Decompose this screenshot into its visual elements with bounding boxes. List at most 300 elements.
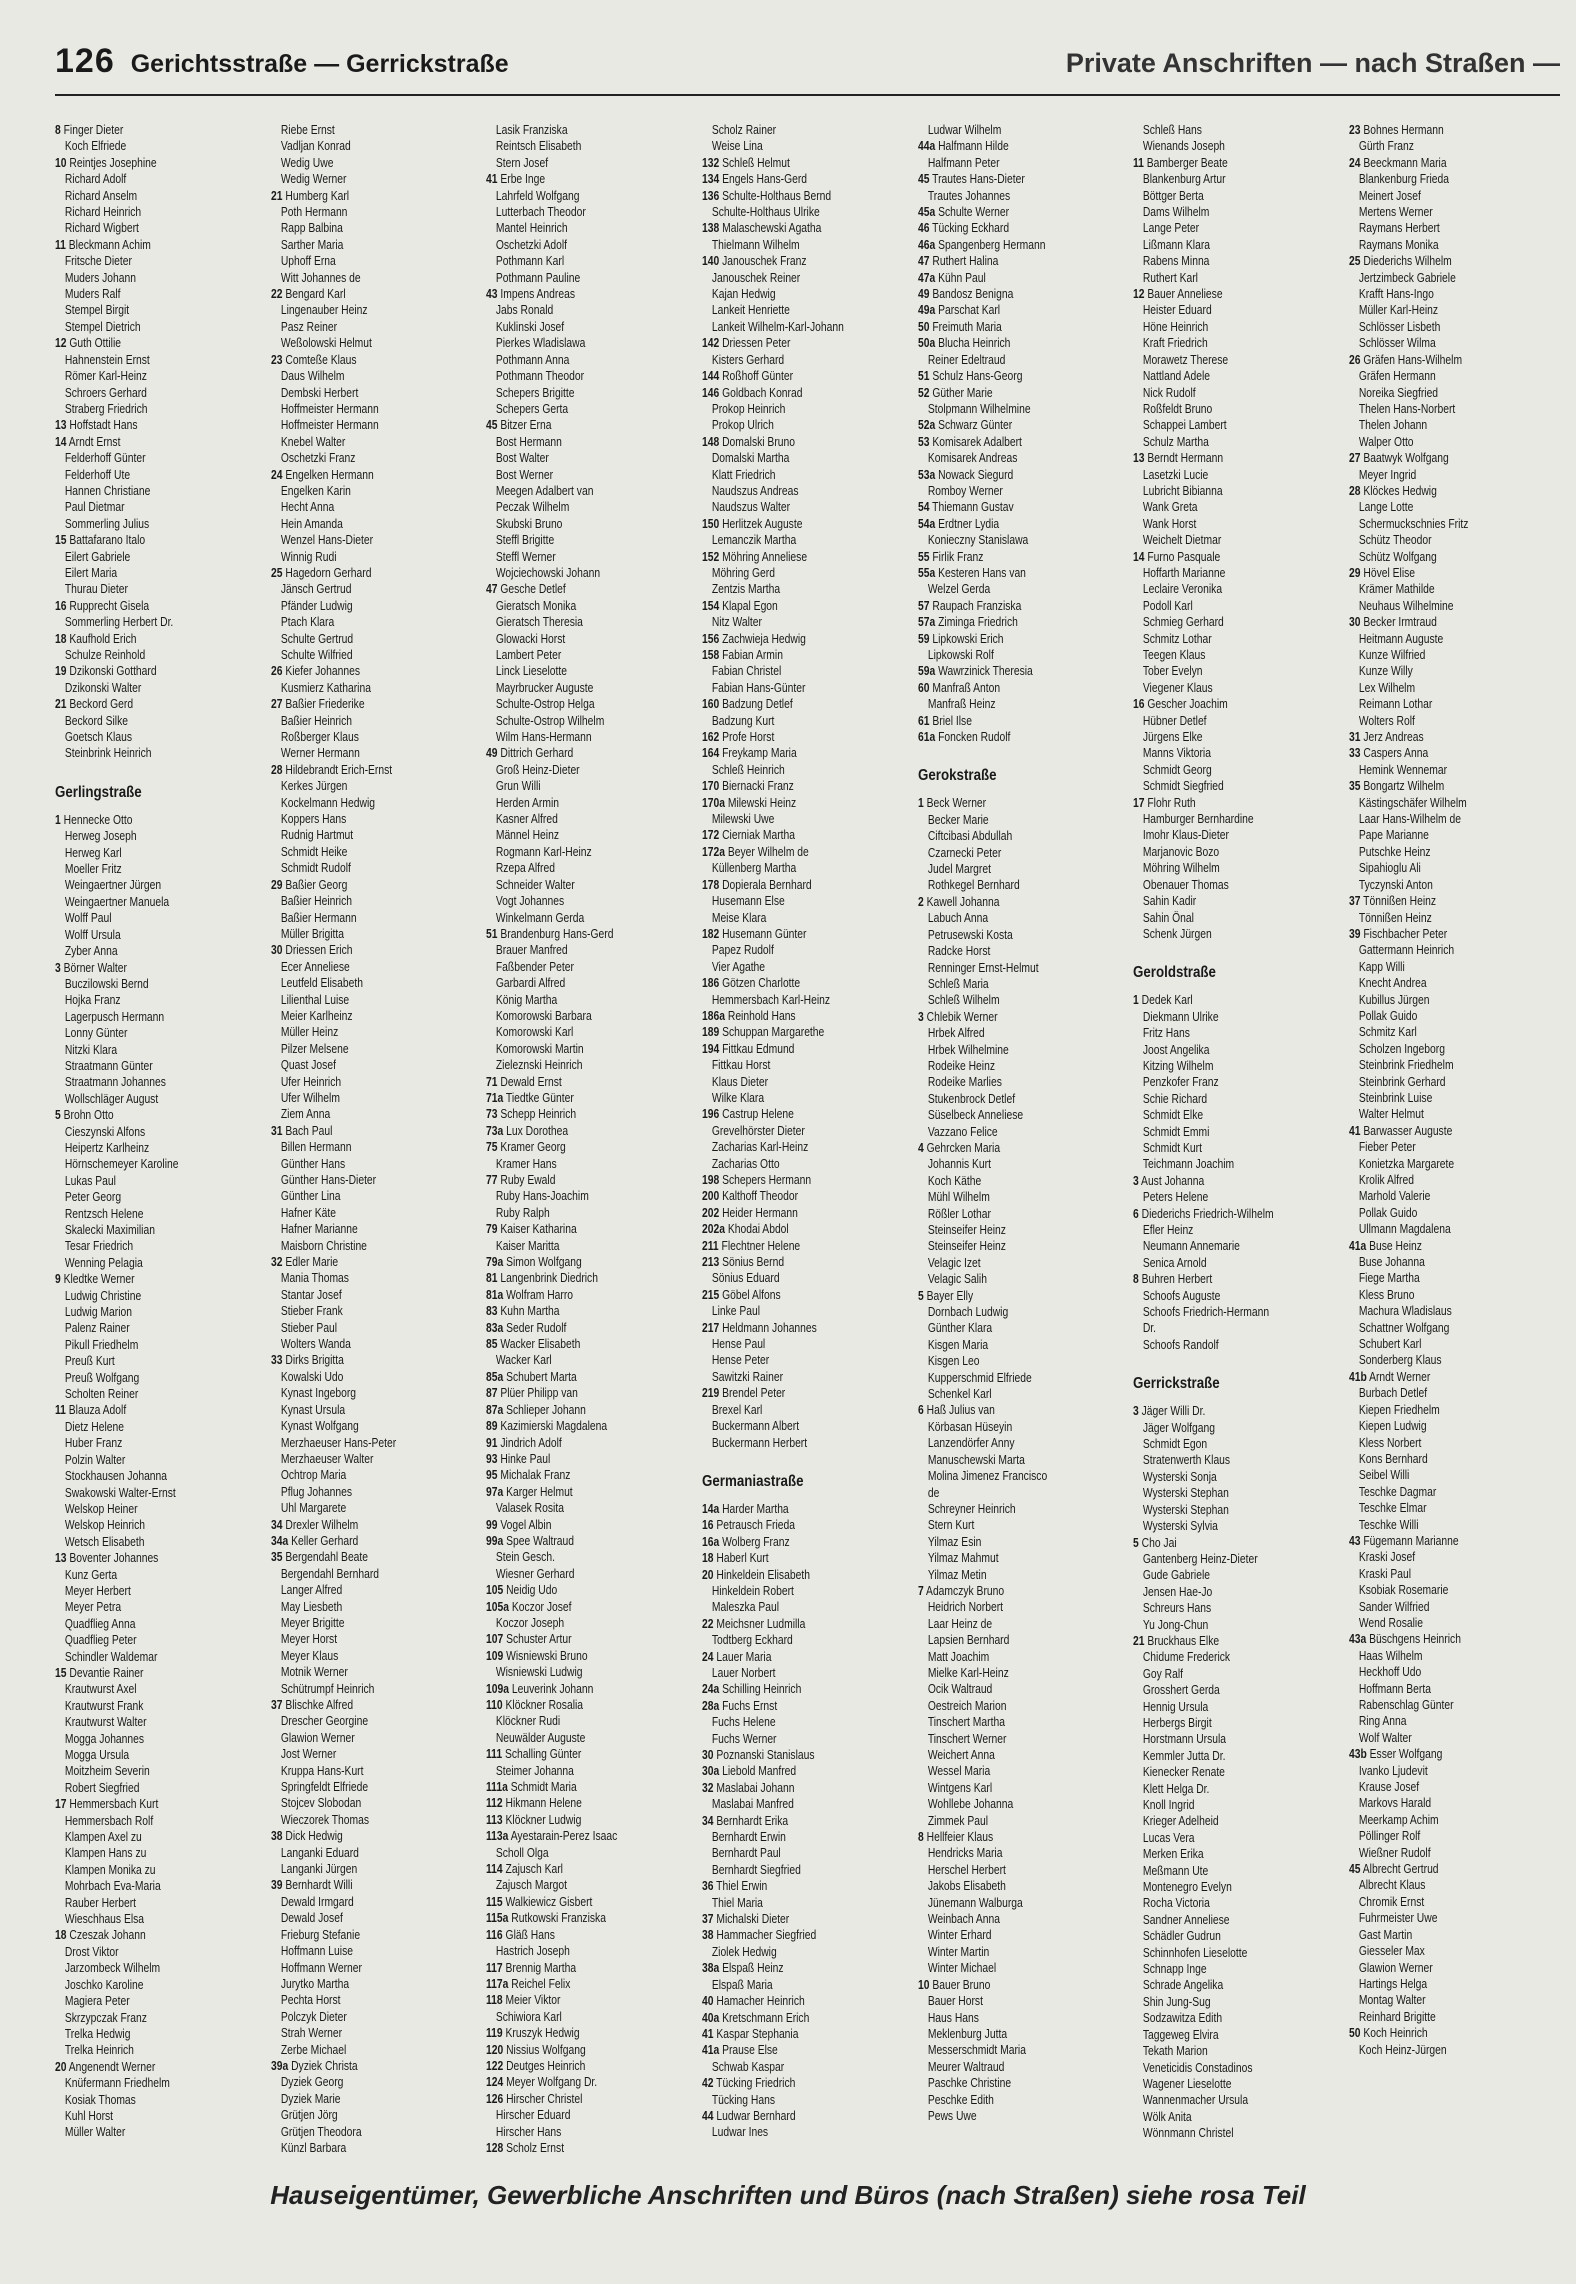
resident-entry: 21 Beckord Gerd	[55, 697, 134, 712]
house-number: 97a	[486, 1484, 504, 1499]
resident-entry: 51 Schulz Hans-Georg	[917, 369, 1023, 384]
resident-entry: Nitz Walter	[711, 615, 763, 630]
resident-entry: Herweg Karl	[64, 845, 122, 860]
resident-entry: Winter Erhard	[927, 1928, 992, 1943]
house-number: 170a	[702, 795, 726, 810]
resident-entry: Steinseifer Heinz	[927, 1223, 1006, 1237]
resident-entry: 59a Wawrzinick Theresia	[917, 664, 1033, 679]
resident-entry: Hübner Detlef	[1143, 713, 1207, 728]
resident-entry: Baßier Heinrich	[280, 713, 352, 728]
resident-entry: Schlösser Wilma	[1358, 336, 1436, 351]
house-number: 47	[917, 254, 930, 269]
house-number: 47	[486, 582, 498, 597]
resident-entry: Küllenberg Martha	[711, 861, 797, 876]
resident-entry: Lubricht Bibianna	[1143, 483, 1224, 498]
house-number: 46a	[917, 237, 935, 252]
resident-entry: Yilmaz Mahmut	[927, 1551, 999, 1566]
house-number: 172a	[702, 844, 726, 859]
resident-entry: Thelen Johann	[1358, 418, 1428, 433]
column-4	[702, 122, 918, 2162]
house-number: 7	[917, 1583, 924, 1598]
resident-entry: 7 Adamczyk Bruno	[917, 1583, 1004, 1598]
resident-entry: Neumann Annemarie	[1143, 1239, 1241, 1254]
resident-entry: Kynast Ursula	[280, 1402, 345, 1417]
resident-entry: Schleß Maria	[927, 976, 989, 991]
resident-entry: 53 Komisarek Adalbert	[917, 434, 1022, 449]
resident-entry: Müller Walter	[64, 2125, 126, 2140]
resident-entry: Schie Richard	[1143, 1091, 1208, 1106]
resident-entry: Schleß Wilhelm	[927, 993, 1000, 1008]
resident-entry: Teschke Willi	[1358, 1517, 1419, 1532]
resident-entry: Kiepen Ludwig	[1358, 1419, 1427, 1434]
resident-entry: Sarther Maria	[280, 237, 344, 252]
house-number: 12	[1133, 287, 1145, 302]
resident-entry: Schmidt Heike	[280, 844, 348, 859]
resident-entry: 12 Bauer Anneliese	[1133, 287, 1224, 302]
resident-entry: 160 Badzung Detlef	[702, 697, 793, 712]
resident-entry: Schepers Gerta	[496, 401, 569, 416]
resident-entry: Rößler Lothar	[927, 1206, 991, 1221]
resident-entry: Wölk Anita	[1143, 2109, 1193, 2124]
resident-entry: Hoffmeister Hermann	[280, 418, 379, 433]
resident-entry: Steffl Werner	[496, 549, 557, 564]
house-number: 40a	[702, 2010, 720, 2025]
resident-entry: 182 Husemann Günter	[702, 926, 807, 941]
resident-entry: Engelken Karin	[280, 483, 351, 498]
resident-entry: Peters Helene	[1143, 1190, 1209, 1205]
resident-entry: Koch Heinz-Jürgen	[1358, 2042, 1447, 2057]
resident-entry: Hemmersbach Karl-Heinz	[711, 992, 831, 1007]
resident-entry: Elspaß Maria	[711, 1977, 773, 1992]
resident-entry: 118 Meier Viktor	[486, 1993, 561, 2008]
resident-entry: Hrbek Wilhelmine	[927, 1042, 1009, 1057]
resident-entry: Kitzing Wilhelm	[1143, 1058, 1214, 1073]
resident-entry: Billen Hermann	[280, 1140, 352, 1155]
resident-entry: Weßolowski Helmut	[280, 336, 372, 351]
resident-entry: Körbasan Hüseyin	[927, 1419, 1012, 1434]
resident-entry: Heitmann Auguste	[1358, 631, 1444, 646]
resident-entry: Wolters Rolf	[1358, 713, 1416, 728]
resident-entry: Jurytko Martha	[280, 1976, 349, 1991]
resident-entry: Stolpmann Wilhelmine	[927, 401, 1031, 416]
resident-entry: Badzung Kurt	[711, 713, 775, 728]
resident-entry: 54a Erdtner Lydia	[917, 516, 999, 531]
resident-entry: Ufer Heinrich	[280, 1074, 341, 1089]
resident-entry: 51 Brandenburg Hans-Gerd	[486, 926, 614, 941]
resident-entry: Schwab Kaspar	[711, 2059, 785, 2074]
resident-entry: Schädler Gudrun	[1143, 1929, 1222, 1944]
resident-entry: Scholl Olga	[496, 1845, 550, 1860]
resident-entry: Huber Franz	[64, 1436, 123, 1451]
resident-entry: Kramer Hans	[496, 1156, 558, 1171]
street-heading: Germaniastraße	[702, 1472, 804, 1490]
resident-entry: Mertens Werner	[1358, 205, 1433, 220]
resident-entry: Stantar Josef	[280, 1287, 342, 1302]
resident-entry: 107 Schuster Artur	[486, 1632, 572, 1647]
resident-entry: Pothmann Karl	[496, 254, 565, 269]
resident-entry: Weichert Anna	[927, 1748, 995, 1762]
resident-entry: Peczak Wilhelm	[496, 500, 570, 515]
resident-entry: 5 Bayer Elly	[917, 1288, 973, 1303]
resident-entry: 2 Kawell Johanna	[917, 894, 1000, 909]
resident-entry: Pflug Johannes	[280, 1484, 352, 1499]
resident-entry: Ocik Waltraud	[927, 1682, 993, 1697]
resident-entry: Böttger Berta	[1143, 188, 1205, 203]
house-number: 146	[702, 385, 720, 400]
header-rule	[55, 94, 1560, 96]
resident-entry: 71 Dewald Ernst	[486, 1074, 563, 1089]
resident-entry: Wenning Pelagia	[64, 1255, 143, 1270]
resident-entry: 33 Caspers Anna	[1349, 746, 1429, 761]
resident-entry: 95 Michalak Franz	[486, 1468, 571, 1483]
resident-entry: 54 Thiemann Gustav	[917, 500, 1014, 515]
house-number: 14a	[702, 1501, 720, 1516]
house-number: 156	[702, 631, 720, 646]
resident-entry: Ciftcibasi Abdullah	[927, 829, 1012, 844]
resident-entry: Kruppa Hans-Kurt	[280, 1763, 364, 1778]
resident-entry: Paul Dietmar	[64, 500, 125, 515]
resident-entry: 30 Driessen Erich	[270, 943, 353, 958]
resident-entry: 32 Edler Marie	[270, 1255, 338, 1270]
house-number: 148	[702, 434, 720, 449]
resident-entry: Ecer Anneliese	[280, 959, 350, 974]
resident-entry: Schenk Jürgen	[1143, 926, 1213, 941]
resident-entry: Kowalski Udo	[280, 1369, 344, 1384]
house-number: 45a	[917, 205, 935, 220]
resident-entry: Wannenmacher Ursula	[1143, 2093, 1249, 2108]
resident-entry: Fuhrmeister Uwe	[1358, 1911, 1438, 1926]
resident-entry: 105a Koczor Josef	[486, 1599, 572, 1614]
house-number: 152	[702, 549, 720, 564]
resident-entry: Bernhardt Paul	[711, 1846, 781, 1861]
resident-entry: Langer Alfred	[280, 1583, 342, 1598]
resident-entry: Schoofs Auguste	[1143, 1288, 1221, 1303]
resident-entry: Lambert Peter	[496, 648, 562, 662]
house-number: 211	[702, 1238, 719, 1253]
house-number: 17	[1133, 795, 1145, 810]
house-number: 186a	[702, 1008, 726, 1023]
resident-entry: Lukas Paul	[64, 1173, 116, 1188]
resident-entry: Rodeike Heinz	[927, 1058, 995, 1073]
resident-entry: Schappei Lambert	[1143, 418, 1228, 433]
resident-entry: Schulte Gertrud	[280, 631, 353, 646]
resident-entry: 138 Malaschewski Agatha	[702, 221, 822, 236]
resident-entry: 33 Dirks Brigitta	[270, 1353, 344, 1368]
house-number: 29	[270, 877, 283, 892]
house-number: 32	[270, 1255, 283, 1270]
resident-entry: Kisters Gerhard	[711, 352, 785, 367]
resident-entry: Jarzombeck Wilhelm	[64, 1961, 161, 1976]
resident-entry: Hemmersbach Rolf	[64, 1813, 154, 1828]
resident-entry: Preuß Kurt	[64, 1354, 115, 1369]
resident-entry: 21 Bruckhaus Elke	[1133, 1633, 1220, 1648]
resident-entry: Knoll Ingrid	[1143, 1798, 1195, 1812]
resident-entry: Faßbender Peter	[496, 959, 575, 974]
house-number: 112	[486, 1796, 504, 1811]
resident-entry: Konietzka Margarete	[1358, 1156, 1455, 1171]
resident-entry: 111 Schalling Günter	[486, 1747, 582, 1762]
resident-entry: Komisarek Andreas	[927, 451, 1018, 466]
resident-entry: Steinbrink Luise	[1358, 1090, 1433, 1105]
resident-entry: Kuklinski Josef	[496, 319, 565, 334]
resident-entry: Kisgen Maria	[927, 1337, 988, 1352]
resident-entry: 13 Berndt Hermann	[1133, 451, 1224, 466]
house-number: 20	[55, 2059, 67, 2074]
resident-entry: 16 Gescher Joachim	[1133, 697, 1229, 712]
resident-entry: Lange Peter	[1143, 221, 1200, 236]
resident-entry: Richard Wigbert	[64, 221, 139, 236]
house-number: 126	[486, 2091, 504, 2106]
resident-entry: Welzel Gerda	[927, 582, 990, 597]
resident-entry: 29 Hövel Elise	[1349, 565, 1416, 580]
house-number: 110	[486, 1698, 504, 1712]
house-number: 52a	[917, 418, 935, 433]
resident-entry: Werner Hermann	[280, 746, 360, 761]
resident-entry: Hoffmann Werner	[280, 1960, 362, 1975]
resident-entry: Kerkes Jürgen	[280, 779, 348, 794]
resident-entry: Winnig Rudi	[280, 549, 337, 564]
house-number: 50	[1349, 2026, 1361, 2041]
resident-entry: Oschetzki Adolf	[496, 237, 568, 252]
resident-entry: Koch Elfriede	[64, 139, 127, 154]
resident-entry: Rapp Balbina	[280, 221, 343, 236]
resident-entry: Becker Marie	[927, 812, 989, 827]
resident-entry: 30 Poznanski Stanislaus	[702, 1748, 815, 1762]
resident-entry: Herschel Herbert	[927, 1862, 1006, 1877]
resident-entry: 34 Drexler Wilhelm	[270, 1517, 358, 1532]
house-number: 28	[1349, 483, 1361, 498]
resident-entry: Groß Heinz-Dieter	[496, 762, 580, 777]
resident-entry: Ludwig Christine	[64, 1288, 142, 1303]
resident-entry: Fabian Hans-Günter	[711, 680, 806, 695]
resident-entry: Schindler Waldemar	[64, 1649, 158, 1664]
resident-entry: Gattermann Heinrich	[1358, 943, 1455, 958]
resident-entry: Maslabai Manfred	[711, 1797, 794, 1812]
resident-entry: Manfraß Heinz	[927, 697, 996, 712]
resident-entry: Dyziek Georg	[280, 2075, 344, 2090]
resident-entry: Mania Thomas	[280, 1271, 349, 1286]
resident-entry: 41a Buse Heinz	[1349, 1238, 1423, 1253]
page-header	[55, 42, 1560, 90]
house-number: 46	[917, 221, 930, 236]
resident-entry: Sipahioglu Ali	[1358, 861, 1421, 876]
resident-entry: Stukenbrock Detlef	[927, 1091, 1015, 1106]
resident-entry: Jünemann Walburga	[927, 1895, 1023, 1910]
resident-entry: Meerkamp Achim	[1358, 1812, 1439, 1827]
house-number: 31	[270, 1123, 283, 1138]
resident-entry: Penzkofer Franz	[1143, 1075, 1220, 1090]
resident-entry: 24 Beeckmann Maria	[1349, 155, 1447, 170]
resident-entry: Lingenauber Heinz	[280, 303, 368, 318]
resident-entry: Laar Heinz de	[927, 1616, 992, 1631]
house-number: 37	[702, 1912, 714, 1927]
resident-entry: Eilert Gabriele	[64, 549, 131, 564]
resident-entry: 213 Sönius Bernd	[702, 1255, 785, 1270]
resident-entry: Steinbrink Gerhard	[1358, 1074, 1446, 1089]
house-number: 215	[702, 1287, 720, 1302]
resident-entry: Schulte-Ostrop Wilhelm	[496, 713, 605, 728]
resident-entry: Joschko Karoline	[64, 1977, 144, 1992]
house-number: 119	[486, 2026, 504, 2041]
resident-entry: Buckermann Albert	[711, 1419, 800, 1434]
street-heading: Gerrickstraße	[1133, 1375, 1221, 1393]
resident-entry: Seibel Willi	[1358, 1468, 1410, 1483]
resident-entry: Radcke Horst	[927, 944, 991, 959]
resident-entry: Baßier Heinrich	[280, 894, 352, 909]
resident-entry: Heidrich Norbert	[927, 1600, 1003, 1615]
house-number: 73a	[486, 1123, 504, 1138]
house-number: 142	[702, 336, 720, 351]
resident-entry: Teegen Klaus	[1143, 648, 1206, 662]
resident-entry: Meurer Waltraud	[927, 2059, 1005, 2074]
resident-entry: 116 Gläß Hans	[486, 1927, 556, 1942]
house-number: 11	[55, 1403, 66, 1418]
resident-entry: Horstmann Ursula	[1143, 1732, 1227, 1747]
house-number: 41a	[1349, 1238, 1367, 1253]
resident-entry: Wiesner Gerhard	[496, 1566, 575, 1581]
resident-entry: 3 Chlebik Werner	[917, 1009, 998, 1024]
resident-entry: 24a Schilling Heinrich	[702, 1682, 802, 1697]
resident-entry: Muders Johann	[64, 270, 137, 285]
resident-entry: Morawetz Therese	[1143, 352, 1229, 367]
resident-entry: Hense Peter	[711, 1353, 770, 1368]
resident-entry: 99a Spee Waltraud	[486, 1533, 575, 1548]
house-number: 28	[270, 762, 283, 777]
house-number: 57	[917, 598, 930, 613]
resident-entry: König Martha	[496, 992, 558, 1007]
resident-entry: Steimer Johanna	[496, 1763, 575, 1778]
resident-entry: 49a Parschat Karl	[917, 303, 1000, 318]
resident-entry: Hemink Wennemar	[1358, 762, 1448, 777]
resident-entry: Schepers Brigitte	[496, 385, 575, 400]
resident-entry: Merzhaeuser Walter	[280, 1451, 374, 1466]
resident-entry: Zyber Anna	[64, 944, 118, 959]
house-number: 43	[486, 287, 498, 302]
resident-entry: 1 Beck Werner	[917, 796, 986, 811]
resident-entry: 28a Fuchs Ernst	[702, 1698, 778, 1713]
resident-entry: 24 Lauer Maria	[702, 1649, 772, 1664]
house-number: 120	[486, 2042, 504, 2057]
house-number: 3	[1133, 1404, 1140, 1419]
resident-entry: 136 Schulte-Holthaus Bernd	[702, 188, 832, 203]
resident-entry: 32 Maslabai Johann	[702, 1780, 795, 1795]
resident-entry: Pfänder Ludwig	[280, 598, 353, 613]
resident-entry: Rabenschlag Günter	[1358, 1698, 1454, 1712]
house-number: 51	[486, 926, 498, 941]
resident-entry: 38 Dick Hedwig	[270, 1829, 343, 1844]
resident-entry: Machura Wladislaus	[1358, 1304, 1452, 1319]
house-number: 109a	[486, 1681, 510, 1696]
resident-entry: 43a Büschgens Heinrich	[1349, 1632, 1462, 1647]
resident-entry: 219 Brendel Peter	[702, 1386, 786, 1401]
resident-entry: Krämer Mathilde	[1358, 582, 1435, 597]
resident-entry: Vadljan Konrad	[280, 139, 351, 154]
resident-entry: Nitzki Klara	[64, 1042, 118, 1057]
house-number: 16a	[702, 1534, 720, 1549]
house-number: 35	[270, 1550, 283, 1565]
resident-entry: Schroers Gerhard	[64, 385, 147, 400]
house-number: 5	[55, 1108, 61, 1123]
house-number: 111a	[486, 1780, 509, 1795]
resident-entry: Polczyk Dieter	[280, 2009, 347, 2024]
resident-entry: Weinbach Anna	[927, 1912, 1000, 1927]
resident-entry: 91 Jindrich Adolf	[486, 1435, 563, 1450]
resident-entry: Langanki Jürgen	[280, 1862, 357, 1877]
house-number: 28a	[702, 1698, 720, 1713]
resident-entry: Scholzen Ingeborg	[1358, 1041, 1446, 1056]
resident-entry: Welskop Heinrich	[64, 1518, 146, 1533]
house-number: 53a	[917, 467, 935, 482]
resident-entry: Mielke Karl-Heinz	[927, 1665, 1009, 1680]
resident-entry: 59 Lipkowski Erich	[917, 631, 1004, 646]
resident-entry: Rentzsch Helene	[64, 1206, 144, 1221]
resident-entry: Kapp Willi	[1358, 959, 1405, 974]
resident-entry: Meyer Herbert	[64, 1583, 131, 1598]
resident-entry: 115 Walkiewicz Gisbert	[486, 1894, 593, 1909]
house-number: 99	[486, 1517, 498, 1532]
house-number: 77	[486, 1173, 498, 1187]
resident-entry: Langanki Eduard	[280, 1845, 359, 1860]
street-heading: Geroldstraße	[1133, 964, 1217, 982]
resident-entry: 57a Ziminga Friedrich	[917, 615, 1018, 630]
resident-entry: Schütz Wolfgang	[1358, 549, 1437, 564]
resident-entry: 60 Manfraß Anton	[917, 680, 1000, 695]
resident-entry: Hein Amanda	[280, 516, 343, 531]
resident-entry: Husemann Else	[711, 894, 785, 909]
resident-entry: Laar Hans-Wilhelm de	[1358, 812, 1462, 827]
resident-entry: Ullmann Magdalena	[1358, 1222, 1451, 1237]
resident-entry: Raymans Herbert	[1358, 221, 1440, 236]
resident-entry: Wilm Hans-Hermann	[496, 730, 593, 745]
resident-entry: Renninger Ernst-Helmut	[927, 960, 1039, 975]
resident-entry: 85a Schubert Marta	[486, 1369, 578, 1384]
resident-entry: Lasik Franziska	[496, 123, 568, 137]
resident-entry: 79 Kaiser Katharina	[486, 1222, 578, 1237]
resident-entry: Pechta Horst	[280, 1993, 341, 2008]
house-number: 158	[702, 648, 720, 662]
resident-entry: 152 Möhring Anneliese	[702, 549, 808, 564]
resident-entry: Schmidt Kurt	[1143, 1140, 1203, 1155]
resident-entry: Schmidt Emmi	[1143, 1124, 1210, 1139]
resident-entry: Herden Armin	[496, 795, 560, 810]
resident-entry: 89 Kazimierski Magdalena	[486, 1419, 608, 1434]
resident-entry: Schmidt Egon	[1143, 1437, 1208, 1452]
resident-entry: Witt Johannes de	[280, 270, 361, 285]
resident-entry: 4 Gehrcken Maria	[917, 1140, 1000, 1155]
resident-entry: Naudszus Walter	[711, 500, 791, 515]
resident-entry: 40 Hamacher Heinrich	[702, 1994, 805, 2009]
resident-entry: Walter Helmut	[1358, 1107, 1425, 1122]
resident-entry: 19 Dzikonski Gotthard	[55, 664, 157, 679]
resident-entry: Kemmler Jutta Dr.	[1143, 1748, 1226, 1763]
resident-entry: 119 Kruszyk Hedwig	[486, 2026, 580, 2041]
house-number: 83a	[486, 1320, 504, 1335]
resident-entry: Ludwig Marion	[64, 1305, 133, 1320]
column-7	[1349, 122, 1565, 2162]
house-number: 45	[486, 418, 498, 433]
resident-entry: 11 Blauza Adolf	[55, 1403, 127, 1418]
resident-entry: Naudszus Andreas	[711, 483, 799, 498]
resident-entry: Tyczynski Anton	[1358, 877, 1434, 892]
resident-entry: Günther Hans-Dieter	[280, 1173, 376, 1187]
street-range-title: Gerichtsstraße — Gerrickstraße	[130, 50, 509, 78]
resident-entry: Lauer Norbert	[711, 1665, 776, 1680]
resident-entry: Kraski Josef	[1358, 1550, 1416, 1565]
resident-entry: Krieger Adelheid	[1143, 1814, 1220, 1829]
resident-entry: Domalski Martha	[711, 451, 790, 466]
house-number: 41a	[702, 2043, 720, 2058]
resident-entry: 172 Cierniak Martha	[702, 828, 796, 843]
